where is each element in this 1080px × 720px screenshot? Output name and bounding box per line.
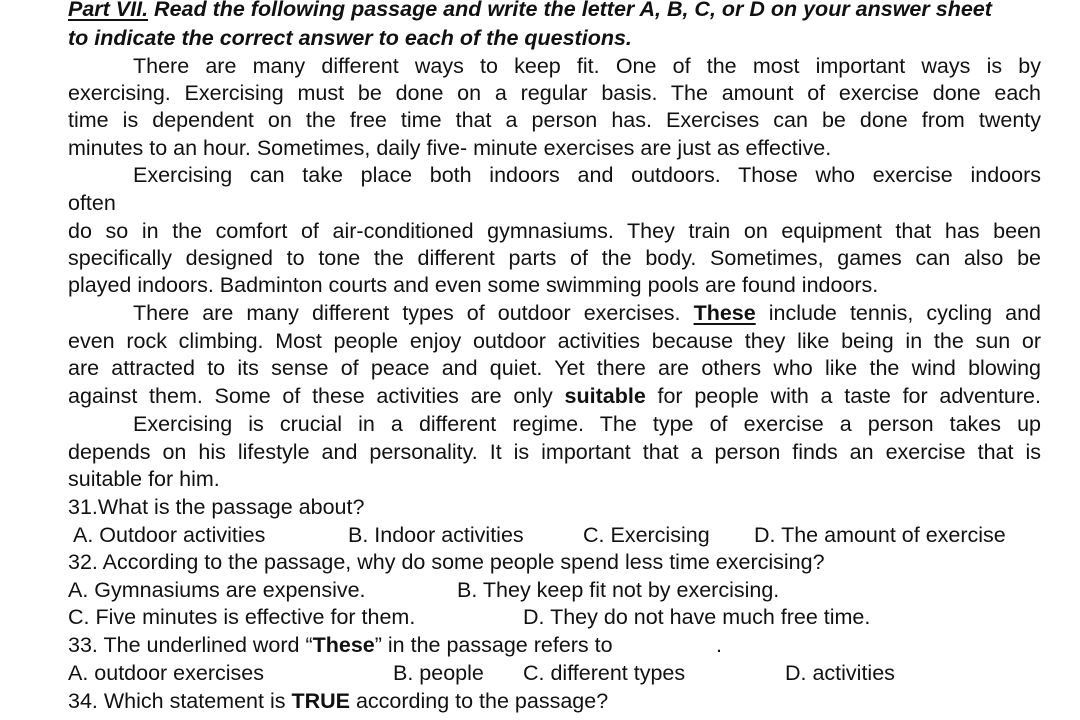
passage-line: time is dependent on the free time that a person has. Exercises can be done from twenty — [68, 108, 1041, 132]
q31-option-c: C. Exercising — [583, 523, 710, 547]
passage-line: often — [68, 191, 116, 215]
instruction-line-1 — [68, 0, 992, 23]
passage-line: do so in the comfort of air-conditioned gymnasiums. They train on equipment that has been — [68, 219, 1041, 243]
passage-line: depends on his lifestyle and personality. It is important that a person finds an exercise that is — [68, 440, 1041, 464]
text-segment: for people with a taste for adventure. — [645, 384, 1041, 408]
bold-word-true: TRUE — [291, 689, 350, 713]
text-segment: 33. The underlined word “ — [68, 633, 313, 657]
passage-line: Exercising can take place both indoors and outdoors. Those who exercise indoors — [133, 163, 1041, 187]
q31-option-a: A. Outdoor activities — [73, 523, 266, 547]
text-segment: 34. Which statement is — [68, 689, 292, 713]
passage-line: minutes to an hour. Sometimes, daily five- minute exercises are just as effective. — [68, 136, 832, 160]
passage-line: specifically designed to tone the different parts of the body. Sometimes, games can also be — [68, 246, 1041, 270]
text-segment: according to the passage? — [349, 689, 609, 713]
q33-option-d: D. activities — [785, 661, 895, 685]
q33-option-a: A. outdoor exercises — [68, 661, 264, 685]
passage-line: even rock climbing. Most people enjoy outdoor activities because they like being in the sun or — [68, 329, 1041, 353]
answer-blank: . — [716, 633, 722, 657]
passage-line — [133, 300, 1041, 327]
text-segment: ” in the passage refers to — [374, 633, 613, 657]
passage-line: played indoors. Badminton courts and even some swimming pools are found indoors. — [68, 273, 879, 297]
q33-option-c: C. different types — [523, 661, 686, 685]
text-segment: There are many different types of outdoor exercises. — [133, 301, 694, 325]
instruction-text-1: Read the following passage and write the letter A, B, C, or D on your answer sheet — [148, 0, 992, 21]
q33-option-b: B. people — [393, 661, 484, 685]
q32-option-d: D. They do not have much free time. — [523, 605, 871, 629]
q32-option-c: C. Five minutes is effective for them. — [68, 605, 416, 629]
text-segment: include tennis, cycling and — [755, 301, 1041, 325]
question-34-stem — [68, 688, 608, 715]
question-32-stem: 32. According to the passage, why do some people spend less time exercising? — [68, 550, 825, 574]
text-segment: against them. Some of these activities are only — [68, 384, 565, 408]
underlined-word-these: These — [693, 301, 756, 325]
q32-option-b: B. They keep fit not by exercising. — [457, 578, 780, 602]
bold-word-these: These — [312, 633, 375, 657]
part-label: Part VII. — [68, 0, 149, 21]
q31-option-b: B. Indoor activities — [348, 523, 524, 547]
passage-line: There are many different ways to keep fit. One of the most important ways is by — [133, 54, 1041, 78]
passage-line: exercising. Exercising must be done on a regular basis. The amount of exercise done each — [68, 81, 1041, 105]
q32-option-a: A. Gymnasiums are expensive. — [68, 578, 366, 602]
question-33-stem — [68, 632, 613, 659]
passage-line: suitable for him. — [68, 467, 220, 491]
passage-line — [68, 383, 1041, 410]
instruction-line-2: to indicate the correct answer to each of the questions. — [68, 26, 632, 50]
passage-line: Exercising is crucial in a different regime. The type of exercise a person takes up — [133, 412, 1041, 436]
passage-line: are attracted to its sense of peace and quiet. Yet there are others who like the wind blowing — [68, 356, 1041, 380]
q31-option-d: D. The amount of exercise — [754, 523, 1006, 547]
question-31-stem: 31.What is the passage about? — [68, 495, 365, 519]
bold-word-suitable: suitable — [564, 384, 646, 408]
